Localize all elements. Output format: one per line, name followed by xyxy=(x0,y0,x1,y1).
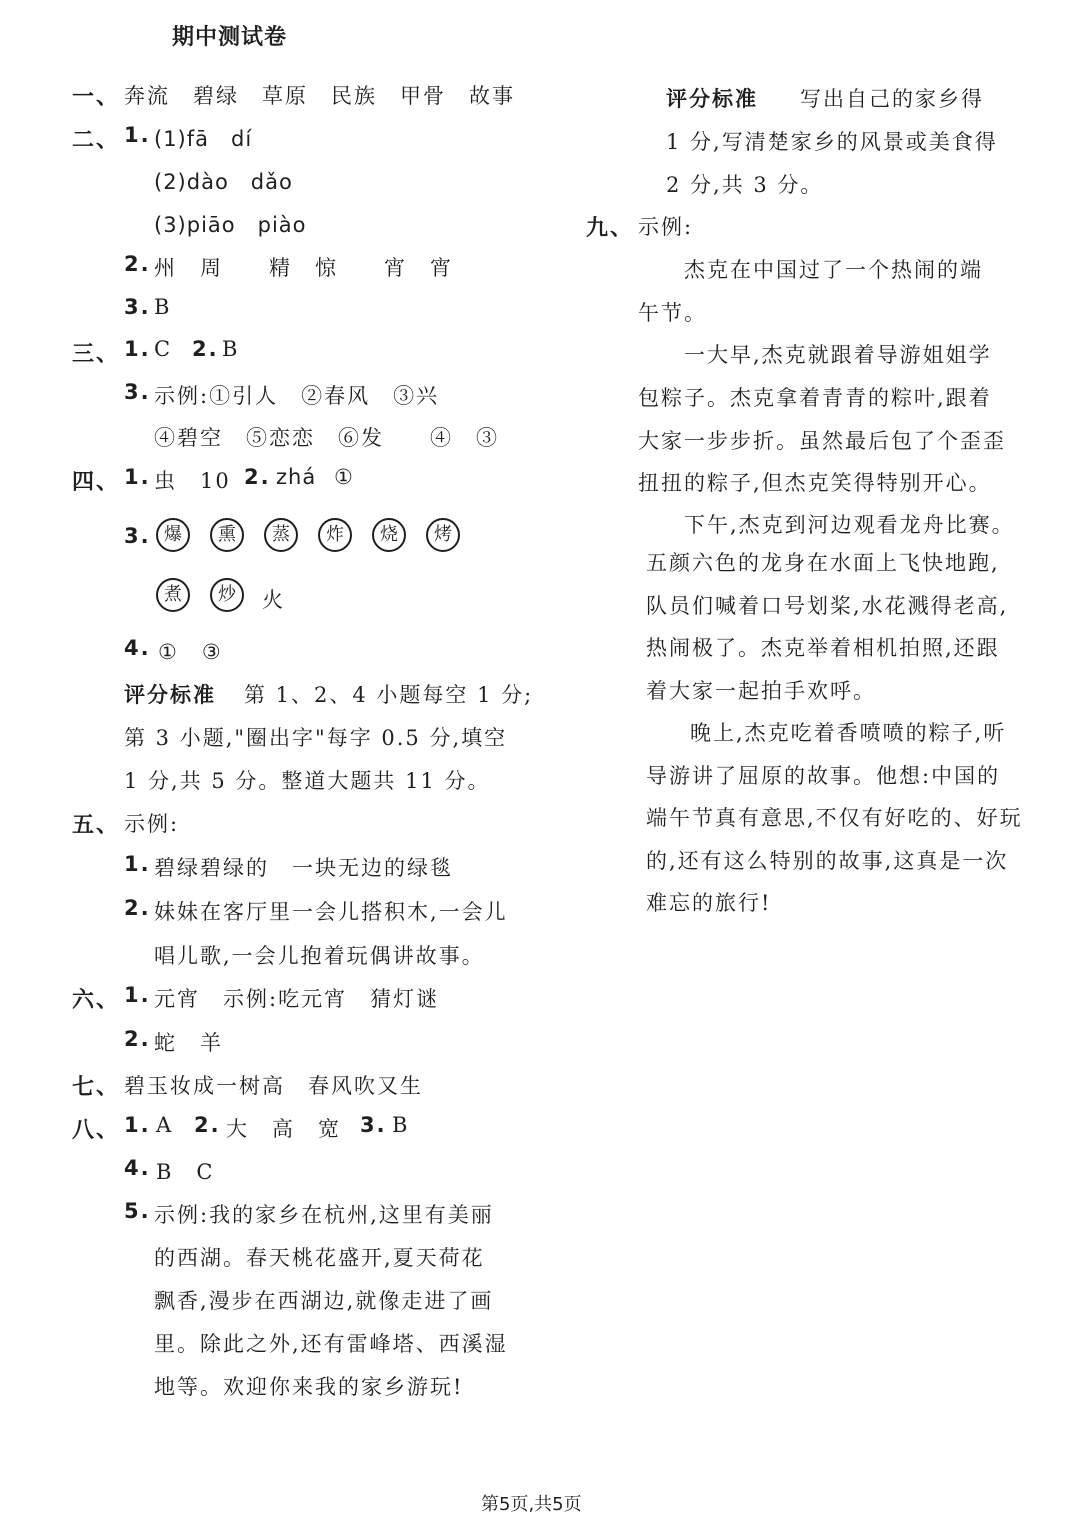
s8-q3-answer: B xyxy=(392,1113,410,1137)
s3-q3-line2: ④碧空 ⑤恋恋 ⑥发 ④ ③ xyxy=(154,426,499,450)
s4-score-line1: 第 1、2、4 小题每空 1 分; xyxy=(244,683,534,707)
s6-q1-number: 1. xyxy=(124,983,151,1007)
s8-score-line3: 2 分,共 3 分。 xyxy=(666,173,824,197)
s5-q2-line2: 唱儿歌,一会儿抱着玩偶讲故事。 xyxy=(154,944,485,968)
essay-line: 端午节真有意思,不仅有好吃的、好玩 xyxy=(646,806,1023,830)
essay-line: 包粽子。杰克拿着青青的粽叶,跟着 xyxy=(638,386,992,410)
s5-q2-line1: 妹妹在客厅里一会儿搭积木,一会儿 xyxy=(154,900,508,924)
s2-q3-number: 3. xyxy=(124,295,151,319)
s6-q2-answer: 蛇 羊 xyxy=(154,1031,223,1055)
s2-q1-number: 1. xyxy=(124,123,151,147)
s3-q2-answer: B xyxy=(222,337,240,361)
s4-score-label: 评分标准 xyxy=(124,683,216,707)
circled-char: 烧 xyxy=(372,518,406,552)
circled-char: 熏 xyxy=(210,518,244,552)
s4-q2-pinyin: zhá xyxy=(276,465,317,489)
section-2-number: 二、 xyxy=(72,128,121,153)
essay-line: 的,还有这么特别的故事,这真是一次 xyxy=(646,849,1009,873)
s5-q1-number: 1. xyxy=(124,852,151,876)
s4-q3-extra: 火 xyxy=(262,588,285,612)
s8-q5-line5: 地等。欢迎你来我的家乡游玩! xyxy=(154,1375,464,1399)
section-8-number: 八、 xyxy=(72,1118,121,1143)
circled-char: 蒸 xyxy=(264,518,298,552)
s2-q3-answer: B xyxy=(154,295,172,319)
s9-label: 示例: xyxy=(638,215,694,239)
s8-q5-line4: 里。除此之外,还有雷峰塔、西溪湿 xyxy=(154,1332,508,1356)
s5-q1-answer: 碧绿碧绿的 一块无边的绿毯 xyxy=(154,856,453,880)
s8-q2-number: 2. xyxy=(194,1113,221,1137)
section-1-number: 一、 xyxy=(72,85,121,110)
section-5-number: 五、 xyxy=(72,813,121,838)
s4-q3-number: 3. xyxy=(124,524,151,548)
s4-q4-number: 4. xyxy=(124,636,151,660)
s6-q1-answer: 元宵 示例:吃元宵 猜灯谜 xyxy=(154,987,440,1011)
s8-score-label: 评分标准 xyxy=(666,87,758,111)
s4-score-line2: 第 3 小题,"圈出字"每字 0.5 分,填空 xyxy=(124,726,508,750)
s8-q1-number: 1. xyxy=(124,1113,151,1137)
s8-q2-answer: 大 高 宽 xyxy=(226,1117,341,1141)
s5-label: 示例: xyxy=(124,812,180,836)
s2-q1-line1: (1)fā dí xyxy=(154,127,253,151)
s4-q1-number: 1. xyxy=(124,465,151,489)
s8-q5-number: 5. xyxy=(124,1199,151,1223)
s4-score-line3: 1 分,共 5 分。整道大题共 11 分。 xyxy=(124,769,491,793)
s8-q1-answer: A xyxy=(156,1113,174,1137)
essay-line: 导游讲了屈原的故事。他想:中国的 xyxy=(646,764,1001,788)
essay-line: 大家一步步折。虽然最后包了个歪歪 xyxy=(638,429,1006,453)
s2-q2-number: 2. xyxy=(124,252,151,276)
s2-q2-answer: 州 周 精 惊 宵 宵 xyxy=(154,256,453,280)
s3-q3-line1: 示例:①引人 ②春风 ③兴 xyxy=(154,384,440,408)
circled-chars-row1 xyxy=(156,518,480,552)
s6-q2-number: 2. xyxy=(124,1027,151,1051)
s8-q5-line2: 的西湖。春天桃花盛开,夏天荷花 xyxy=(154,1246,485,1270)
essay-line: 难忘的旅行! xyxy=(646,891,772,915)
s8-score-line2: 1 分,写清楚家乡的风景或美食得 xyxy=(666,130,998,154)
essay-line: 扭扭的粽子,但杰克笑得特别开心。 xyxy=(638,471,992,495)
s2-q1-line3: (3)piāo piào xyxy=(154,213,307,237)
essay-line: 队员们喊着口号划桨,水花溅得老高, xyxy=(646,594,1009,618)
s8-q4-answer: B C xyxy=(156,1160,215,1184)
circled-char: 炸 xyxy=(318,518,352,552)
circled-char: 烤 xyxy=(426,518,460,552)
s4-q2-number: 2. xyxy=(244,465,271,489)
page-title: 期中测试卷 xyxy=(172,25,288,50)
s4-q1-answer: 虫 10 xyxy=(154,469,231,493)
page-number: 第5页,共5页 xyxy=(481,1494,582,1515)
section-6-number: 六、 xyxy=(72,988,121,1013)
section-7-answer: 碧玉妆成一树高 春风吹又生 xyxy=(124,1074,423,1098)
essay-line: 五颜六色的龙身在水面上飞快地跑, xyxy=(646,551,1000,575)
section-7-number: 七、 xyxy=(72,1075,121,1100)
s4-q4-answer: ① ③ xyxy=(158,640,223,664)
s4-q2-answer: ① xyxy=(334,465,355,489)
circled-char: 炒 xyxy=(210,578,244,612)
s2-q1-line2: (2)dào dǎo xyxy=(154,170,293,194)
essay-line: 着大家一起拍手欢呼。 xyxy=(646,679,876,703)
essay-line: 下午,杰克到河边观看龙舟比赛。 xyxy=(684,513,1015,537)
s8-q4-number: 4. xyxy=(124,1156,151,1180)
s5-q2-number: 2. xyxy=(124,896,151,920)
section-3-number: 三、 xyxy=(72,342,121,367)
s8-q3-number: 3. xyxy=(360,1113,387,1137)
essay-line: 午节。 xyxy=(638,301,707,325)
s3-q3-number: 3. xyxy=(124,380,151,404)
s3-q2-number: 2. xyxy=(192,337,219,361)
s8-q5-line3: 飘香,漫步在西湖边,就像走进了画 xyxy=(154,1289,494,1313)
essay-line: 晚上,杰克吃着香喷喷的粽子,听 xyxy=(690,721,1007,745)
s8-q5-line1: 示例:我的家乡在杭州,这里有美丽 xyxy=(154,1203,494,1227)
essay-line: 一大早,杰克就跟着导游姐姐学 xyxy=(684,343,992,367)
s8-score-line1: 写出自己的家乡得 xyxy=(800,87,984,111)
section-1-answer: 奔流 碧绿 草原 民族 甲骨 故事 xyxy=(124,84,515,108)
essay-line: 热闹极了。杰克举着相机拍照,还跟 xyxy=(646,636,1000,660)
s3-q1-answer: C xyxy=(154,337,173,361)
essay-line: 杰克在中国过了一个热闹的端 xyxy=(684,258,983,282)
circled-chars-row2 xyxy=(156,578,264,612)
circled-char: 爆 xyxy=(156,518,190,552)
s3-q1-number: 1. xyxy=(124,337,151,361)
circled-char: 煮 xyxy=(156,578,190,612)
section-9-number: 九、 xyxy=(586,216,635,241)
section-4-number: 四、 xyxy=(72,470,121,495)
